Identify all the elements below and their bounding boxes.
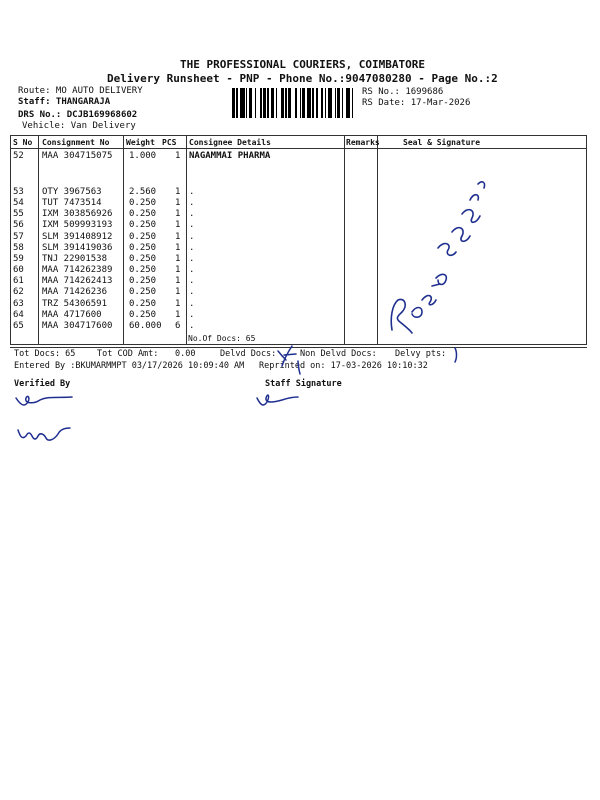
row-consignment: TNJ 22901538 xyxy=(42,253,108,264)
row-consignment: TRZ 54306591 xyxy=(42,298,108,309)
row-sno: 65 xyxy=(13,320,24,331)
tot-docs: Tot Docs: 65 xyxy=(14,349,76,359)
row-consignment: MAA 304715075 xyxy=(42,151,113,161)
row-consignment: IXM 509993193 xyxy=(42,220,113,231)
col-header-seal-signature: Seal & Signature xyxy=(403,138,481,147)
row-consignee: . xyxy=(189,231,195,242)
row-consignee: . xyxy=(189,187,195,197)
row-consignment: SLM 391408912 xyxy=(42,231,113,242)
row-consignment: MAA 304717600 xyxy=(42,320,113,331)
row-consignee: . xyxy=(189,253,195,264)
row-sno: 52 xyxy=(13,151,24,161)
row-weight: 0.250 xyxy=(129,242,157,253)
row-consignment: MAA 714262389 xyxy=(42,265,113,276)
row-pcs: 1 xyxy=(175,231,181,242)
rs-number: RS No.: 1699686 xyxy=(362,87,444,97)
row-sno: 63 xyxy=(13,298,24,309)
row-pcs: 1 xyxy=(175,309,181,320)
entered-by: Entered By :BKUMARMMPT 03/17/2026 10:09:40 AM xyxy=(14,361,245,371)
row-weight: 0.250 xyxy=(129,231,157,242)
staff-signature-label: Staff Signature xyxy=(265,379,342,389)
row-weight: 0.250 xyxy=(129,220,157,231)
staff-text: Staff: THANGARAJA xyxy=(18,97,111,107)
row-sno: 55 xyxy=(13,209,24,220)
row-pcs: 1 xyxy=(175,253,181,264)
row-pcs: 1 xyxy=(175,187,181,197)
reprinted-on: Reprinted on: 17-03-2026 10:10:32 xyxy=(259,361,428,371)
tot-cod-label: Tot COD Amt: xyxy=(97,349,159,359)
row-pcs: 1 xyxy=(175,151,181,161)
row-sno: 59 xyxy=(13,253,24,264)
row-sno: 58 xyxy=(13,242,24,253)
row-consignee: . xyxy=(189,298,195,309)
row-consignee: . xyxy=(189,276,195,287)
runsheet-subtitle: Delivery Runsheet - PNP - Phone No.:9047080280 - Page No.:2 xyxy=(107,72,498,85)
row-consignment: TUT 7473514 xyxy=(42,198,102,209)
non-delvd-docs-label: Non Delvd Docs: xyxy=(300,349,377,359)
row-sno: 60 xyxy=(13,265,24,276)
row-weight: 0.250 xyxy=(129,309,157,320)
row-sno: 64 xyxy=(13,309,24,320)
col-header-consignment: Consignment No xyxy=(42,138,110,147)
row-consignment: MAA 714262413 xyxy=(42,276,113,287)
delvy-pts-label: Delvy pts: xyxy=(395,349,447,359)
row-sno: 57 xyxy=(13,231,24,242)
row-consignee: . xyxy=(189,242,195,253)
company-title: THE PROFESSIONAL COURIERS, COIMBATORE xyxy=(180,58,426,71)
row-pcs: 6 xyxy=(175,320,181,331)
row-consignee: . xyxy=(189,320,195,331)
row-weight: 0.250 xyxy=(129,276,157,287)
row-sno: 56 xyxy=(13,220,24,231)
row-weight: 0.250 xyxy=(129,265,157,276)
delvd-docs-label: Delvd Docs: xyxy=(220,349,277,359)
row-weight: 1.000 xyxy=(129,151,157,161)
row-weight: 2.560 xyxy=(129,187,157,197)
row-weight: 0.250 xyxy=(129,209,157,220)
row-consignment: MAA 4717600 xyxy=(42,309,102,320)
route-text: Route: MO AUTO DELIVERY xyxy=(18,86,143,96)
row-pcs: 1 xyxy=(175,276,181,287)
row-pcs: 1 xyxy=(175,265,181,276)
row-sno: 62 xyxy=(13,287,24,298)
row-pcs: 1 xyxy=(175,242,181,253)
row-pcs: 1 xyxy=(175,220,181,231)
row-consignment: SLM 391419036 xyxy=(42,242,113,253)
row-consignee: . xyxy=(189,309,195,320)
col-header-remarks: Remarks xyxy=(346,138,380,147)
drs-number: DRS No.: DCJB169968602 xyxy=(18,110,138,120)
row-consignment: MAA 71426236 xyxy=(42,287,108,298)
verified-by-label: Verified By xyxy=(14,379,71,389)
row-consignee: . xyxy=(189,220,195,231)
col-header-weight: Weight xyxy=(126,138,155,147)
col-header-sno: S No xyxy=(13,138,33,147)
row-pcs: 1 xyxy=(175,287,181,298)
row-pcs: 1 xyxy=(175,298,181,309)
row-pcs: 1 xyxy=(175,209,181,220)
row-consignee: . xyxy=(189,287,195,298)
row-consignee: . xyxy=(189,209,195,220)
row-pcs: 1 xyxy=(175,198,181,209)
row-consignment: IXM 303856926 xyxy=(42,209,113,220)
row-weight: 60.000 xyxy=(129,320,162,331)
row-sno: 53 xyxy=(13,187,24,197)
row-weight: 0.250 xyxy=(129,198,157,209)
rs-date: RS Date: 17-Mar-2026 xyxy=(362,98,471,108)
row-consignee: NAGAMMAI PHARMA xyxy=(189,151,271,161)
col-header-consignee: Consignee Details xyxy=(189,138,271,147)
row-sno: 54 xyxy=(13,198,24,209)
row-consignee: . xyxy=(189,198,195,209)
row-weight: 0.250 xyxy=(129,298,157,309)
row-consignee: . xyxy=(189,265,195,276)
no-of-docs: No.Of Docs: 65 xyxy=(188,334,256,343)
row-weight: 0.250 xyxy=(129,287,157,298)
tot-cod-value: 0.00 xyxy=(175,349,196,359)
row-consignment: OTY 3967563 xyxy=(42,187,102,197)
row-weight: 0.250 xyxy=(129,253,157,264)
col-header-pcs: PCS xyxy=(162,138,177,147)
row-sno: 61 xyxy=(13,276,24,287)
vehicle-text: Vehicle: Van Delivery xyxy=(22,121,136,131)
